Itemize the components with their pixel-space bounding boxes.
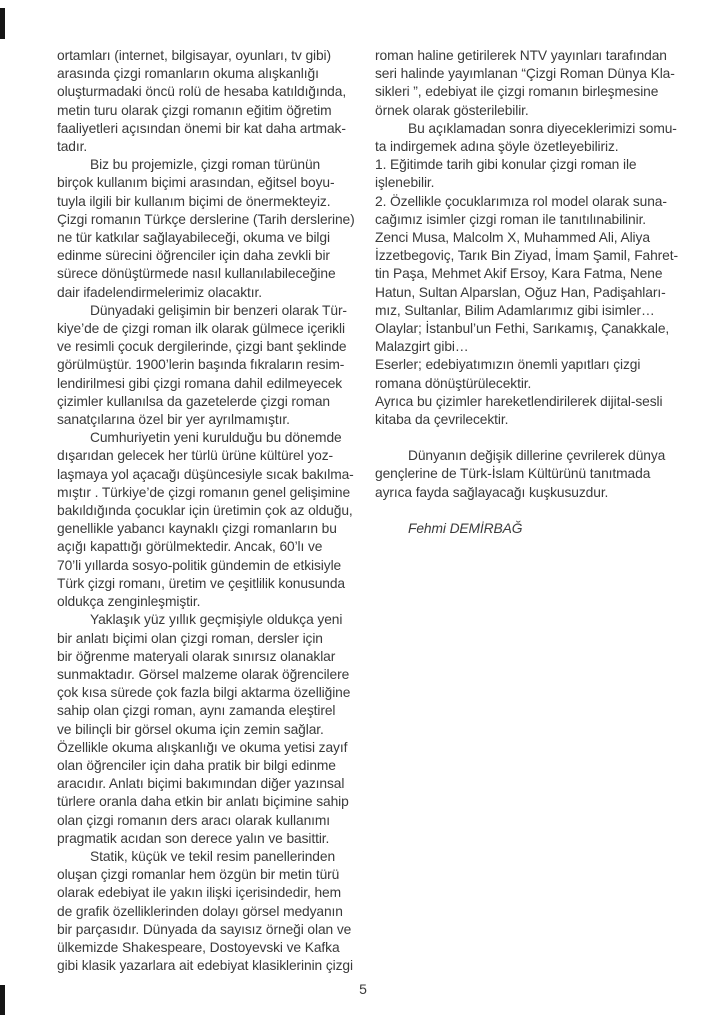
text-line: mıştır . Türkiye’de çizgi romanın genel gelişimine (57, 484, 351, 500)
text-line: Biz bu projemizle, çizgi roman türünün (90, 157, 321, 173)
text-line: sunmaktadır. Görsel malzeme olarak öğrencilere (57, 666, 350, 682)
text-line: oldukça zenginleşmiştir. (57, 594, 201, 610)
text-line: Yaklaşık yüz yıllık geçmişiyle oldukça yeni (90, 612, 343, 628)
text-line: birçok kullanım biçimi arasından, eğitsel boyu- (57, 175, 335, 191)
list-item-1 (375, 156, 679, 192)
text-line: Dünyadaki gelişimin bir benzeri olarak Tür- (90, 302, 347, 318)
text-line: ve bilinçli bir görsel okuma için zemin sağlar. (57, 721, 324, 737)
text-line: 1. Eğitimde tarih gibi konular çizgi roman ile (375, 157, 637, 173)
text-line: roman haline getirilerek NTV yayınları tarafından (375, 48, 667, 63)
text-line: Dünyanın değişik dillerine çevrilerek dünya (408, 448, 666, 464)
text-line: Fehmi DEMİRBAĞ (408, 520, 523, 536)
text-line: Türk çizgi romanı, üretim ve çeşitlilik konusunda (57, 575, 346, 591)
text-line: 70’li yıllarda sosyo-politik gündemin de etkisiyle (57, 557, 342, 573)
text-line: aracıdır. Anlatı biçimi bakımından diğer yazınsal (57, 776, 345, 792)
text-line: Hatun, Sultan Alparslan, Oğuz Han, Padişahları- (375, 284, 666, 300)
text-line: tadır. (57, 139, 88, 155)
paragraph (57, 611, 361, 848)
text-line: ta indirgemek adına şöyle özetleyebiliriz. (375, 139, 619, 155)
text-line: laşmaya yol açacağı düşüncesiyle sıcak bakılma- (57, 466, 354, 482)
text-line: oluşan çizgi romanlar hem özgün bir metin türü (57, 867, 340, 883)
text-line: de grafik özelliklerinden dolayı görsel medyanın (57, 903, 343, 919)
text-line: bir parçasıdır. Dünyada da sayısız örneği olan ve (57, 921, 352, 937)
text-line: Ayrıca bu çizimler hareketlendirilerek dijital-sesli (375, 393, 663, 409)
paragraph-continuation (57, 47, 361, 156)
text-line: açığı kapattığı görülmektedir. Ancak, 60’lı ve (57, 539, 323, 555)
paragraph (57, 302, 361, 429)
page-number: 5 (359, 981, 367, 997)
text-line: sikleri ”, edebiyat ile çizgi romanın birleşmesine (375, 84, 659, 100)
text-line: ortamları (internet, bilgisayar, oyunları, tv gibi) (57, 48, 332, 63)
text-line: arasında çizgi romanların okuma alışkanlığı (57, 66, 319, 82)
text-line: tuyla ilgili bir kullanım biçimi de önermekteyiz. (57, 193, 331, 209)
left-column (57, 47, 361, 975)
text-line: 2. Özellikle çocuklarımıza rol model olarak suna- (375, 193, 667, 209)
text-line: türlere oranla daha etkin bir anlatı biçimine sahip (57, 794, 349, 810)
text-line: kiye’de de çizgi roman ilk olarak gülmece içerikli (57, 321, 345, 337)
text-line: metin turu olarak çizgi romanın eğitim öğretim (57, 102, 332, 118)
text-line: olan öğrenciler için daha pratik bir bilgi edinme (57, 757, 336, 773)
text-line: ve resimli çocuk dergilerinde, çizgi bant şeklinde (57, 339, 347, 355)
paragraph (57, 429, 361, 611)
author-signature (375, 520, 679, 538)
paragraph (375, 447, 679, 502)
text-line: ülkemizde Shakespeare, Dostoyevski ve Kafka (57, 939, 340, 955)
text-line: Bu açıklamadan sonra diyeceklerimizi somu- (408, 120, 677, 136)
text-line: oluşturmadaki öncü rolü de hesaba katıldığında, (57, 84, 347, 100)
text-line: Olaylar; İstanbul’un Fethi, Sarıkamış, Çanakkale, (375, 321, 670, 337)
text-line: bir anlatı biçimi olan çizgi roman, dersler için (57, 630, 323, 646)
text-line: olan çizgi romanın ders aracı olarak kullanımı (57, 812, 330, 828)
text-line: sürece dönüştürmede nasıl kullanılabileceğine (57, 266, 336, 282)
text-line: Çizgi romanın Türkçe derslerine (Tarih derslerine) (57, 211, 355, 227)
text-line: sahip olan çizgi roman, aynı zamanda eleştirel (57, 703, 336, 719)
text-line: seri halinde yayımlanan “Çizgi Roman Dünya Kla- (375, 66, 675, 82)
right-column (375, 47, 679, 975)
text-line: tin Paşa, Mehmet Akif Ersoy, Kara Fatma, Nene (375, 266, 663, 282)
text-line: mız, Sultanlar, Bilim Adamlarımız gibi isimler… (375, 302, 655, 318)
text-line: Cumhuriyetin yeni kurulduğu bu dönemde (90, 430, 342, 446)
paragraph (375, 120, 679, 156)
text-line: görülmüştür. 1900’lerin başında fıkraların resim- (57, 357, 345, 373)
text-line: ne tür katkılar sağlayabileceği, okuma ve bilgi (57, 230, 330, 246)
text-line: edinme sürecini öğrenciler için daha zevkli bir (57, 248, 330, 264)
scan-artifact-top (0, 8, 5, 39)
text-line: İzzetbegoviç, Tarık Bin Ziyad, İmam Şamil, Fahret- (375, 248, 678, 264)
text-line: faaliyetleri açısından önemi bir kat daha artmak- (57, 120, 346, 136)
text-line: gençlerine de Türk-İslam Kültürünü tanıtmada (375, 466, 651, 482)
two-column-text-body (57, 47, 679, 975)
text-line: bakıldığında çocuklar için üretimin çok az olduğu, (57, 503, 353, 519)
text-line: lendirilmesi gibi çizgi romana dahil edilmeyecek (57, 375, 343, 391)
text-line: çok kısa sürede çok fazla bilgi aktarma özelliğine (57, 685, 351, 701)
text-line: Malazgirt gibi… (375, 339, 469, 355)
text-line: gibi klasik yazarlara ait edebiyat klasiklerinin çizgi (57, 958, 353, 974)
paragraph (57, 156, 361, 302)
text-line: Zenci Musa, Malcolm X, Muhammed Ali, Aliya (375, 230, 650, 246)
text-line: romana dönüştürülecektir. (375, 375, 532, 391)
text-line: örnek olarak gösterilebilir. (375, 102, 529, 118)
text-line: işlenebilir. (375, 175, 435, 191)
text-line: pragmatik acıdan son derece yalın ve basittir. (57, 830, 330, 846)
text-line: çizimler kullanılsa da gazetelerde çizgi roman (57, 393, 330, 409)
text-line: dışarıdan gelecek her türlü ürüne kültürel yoz- (57, 448, 333, 464)
text-line: sanatçılarına özel bir yer ayrılmamıştır. (57, 412, 290, 428)
paragraph-continuation (375, 47, 679, 120)
text-line: cağımız isimler çizgi roman ile tanıtılınabilinir. (375, 211, 647, 227)
list-item-2 (375, 193, 679, 430)
text-line: Eserler; edebiyatımızın önemli yapıtları çizgi (375, 357, 641, 373)
text-line: Statik, küçük ve tekil resim panellerinden (90, 848, 336, 864)
text-line: bir öğrenme materyali olarak sınırsız olanaklar (57, 648, 336, 664)
text-line: olarak edebiyat ile yakın ilişki içerisindedir, hem (57, 885, 342, 901)
text-line: genellikle yabancı kaynaklı çizgi romanların bu (57, 521, 337, 537)
text-line: dair ifadelendirmelerimiz olacaktır. (57, 284, 262, 300)
text-line: Özellikle okuma alışkanlığı ve okuma yetisi zayıf (57, 739, 348, 755)
text-line: kitaba da çevrilecektir. (375, 412, 509, 428)
paragraph (57, 848, 361, 975)
text-line: ayrıca fayda sağlayacağı kuşkusuzdur. (375, 484, 609, 500)
